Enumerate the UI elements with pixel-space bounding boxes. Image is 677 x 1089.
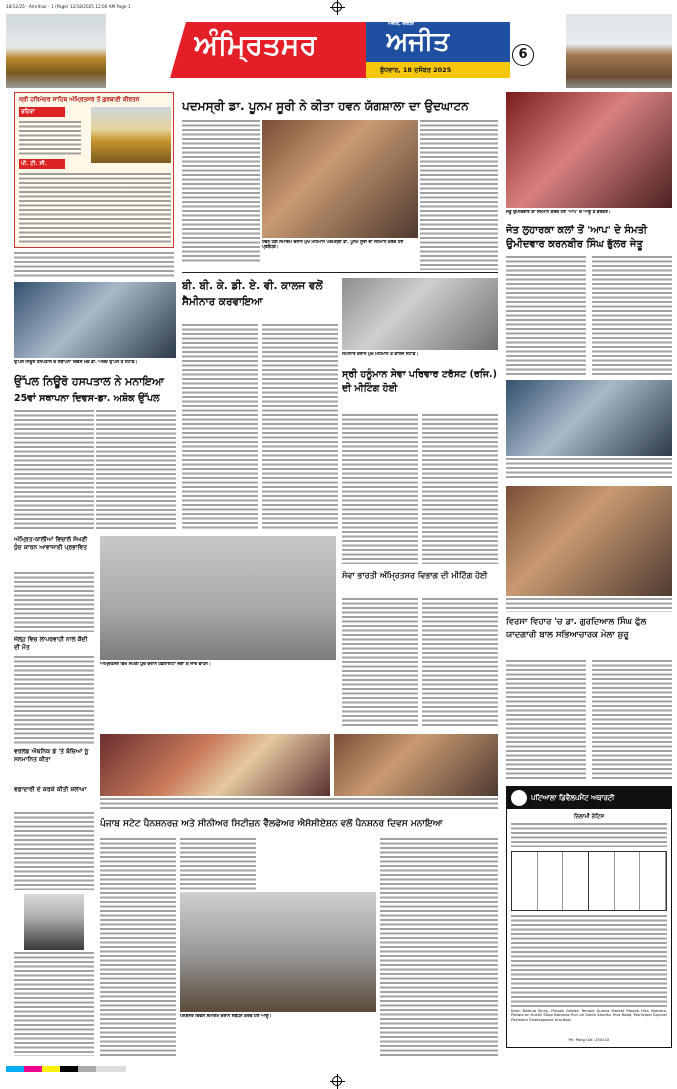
story5-headline: ਸ੍ਰੀ ਹਨੂੰਮਾਨ ਸੇਵਾ ਪਰਿਵਾਰ ਟਰੱਸਟ (ਰਜਿ.) ਦੀ ਮੀਟਿੰਗ ਹੋਈ xyxy=(342,369,497,394)
registration-mark-top xyxy=(332,2,342,12)
story9-col2 xyxy=(180,838,256,890)
story4-col2 xyxy=(96,410,176,530)
masthead-banner xyxy=(170,22,510,78)
portrait-story-col xyxy=(14,952,94,1056)
ad-logo xyxy=(511,790,527,806)
timetable-text-1 xyxy=(19,121,81,155)
masthead-title-right: ਅਜੀਤ xyxy=(386,27,450,57)
story6-headline: ਸੇਵਾ ਭਾਰਤੀ ਅੰਮ੍ਰਿਤਸਰ ਵਿਭਾਗ ਦੀ ਮੀਟਿੰਗ ਹੋਈ xyxy=(342,571,488,580)
story11-col xyxy=(14,656,94,746)
story3-headline: ਬੀ. ਬੀ. ਕੇ. ਡੀ. ਏ. ਵੀ. ਕਾਲਜ ਵਲੋਂ ਸੈਮੀਨਾਰ ਕਰਵਾਇਆ xyxy=(182,280,323,308)
story7-col1 xyxy=(506,660,586,780)
story8-caption: ਅੰਮ੍ਰਿਤਸਰ ਵਿਖੇ ਸੰਘਣੀ ਧੁੰਦ ਦੌਰਾਨ ਹੈੱਡਲਾਈਟਾਂ ਜਗਾ ਕੇ ਜਾਂਦੇ ਵਾਹਨ। xyxy=(100,662,211,667)
masthead-date: ਬੁੱਧਵਾਰ, 18 ਦਸੰਬਰ 2025 xyxy=(380,66,452,74)
story8-col xyxy=(14,572,94,632)
color-calibration-bar xyxy=(6,1066,126,1072)
story2-caption: ਜੇਤੂ ਉਮੀਦਵਾਰ ਦਾ ਸਨਮਾਨ ਕਰਦੇ ਹੋਏ 'ਆਪ' ਦੇ ਆਗੂ ਤੇ ਵਰਕਰ। xyxy=(506,210,611,215)
story1-col2 xyxy=(420,120,498,270)
story1-photo xyxy=(262,120,418,238)
ad-table xyxy=(511,851,667,911)
ad-title: ਪਟਿਆਲਾ ਡਿਵੈਲਪਮੈਂਟ ਅਥਾਰਟੀ xyxy=(531,794,615,802)
masthead-title-left: ਅੰਮ੍ਰਿਤਸਰ xyxy=(194,28,317,61)
print-bar: 18/12/25 - Amritsar - 1 (Page) 12/18/2025 12:00 AM Page 1 xyxy=(6,4,131,9)
story12-col xyxy=(14,812,94,890)
ad-intro-text xyxy=(511,823,667,847)
story1-caption: ਹਵਨ ਯੱਗ ਸਮਾਗਮ ਦੌਰਾਨ ਮੁੱਖ ਮਹਿਮਾਨ ਪਦਮਸ੍ਰੀ ਡਾ. ਪੂਨਮ ਸੂਰੀ ਦਾ ਸਨਮਾਨ ਕਰਦੇ ਹੋਏ ਪ੍ਰਬੰਧਕ। xyxy=(262,240,404,251)
right-photo-meeting xyxy=(506,486,672,596)
timetable-box xyxy=(14,92,174,248)
story3-col1 xyxy=(182,324,258,530)
story7-headline: ਵਿਰਸਾ ਵਿਹਾਰ 'ਚ ਡਾ. ਗੁਰਦਿਆਲ ਸਿੰਘ ਫੁੱਲ ਯਾਦਗਾਰੀ ਬਾਲ ਸਭਿਆਚਾਰਕ ਮੇਲਾ ਸ਼ੁਰੂ xyxy=(506,617,647,640)
ad-phone: Ph: Pang Gal: 250142 xyxy=(568,1037,610,1042)
story4-col1 xyxy=(14,410,94,530)
story6-col2 xyxy=(422,598,498,728)
story4-photo xyxy=(14,282,176,358)
timetable-label-2: ਪੀ. ਟੀ. ਸੀ. xyxy=(19,159,65,169)
story3-caption: ਸੈਮੀਨਾਰ ਦੌਰਾਨ ਮੁੱਖ ਮਹਿਮਾਨ ਤੇ ਕਾਲਜ ਸਟਾਫ਼। xyxy=(342,352,419,357)
story9-col3 xyxy=(380,838,498,1058)
ad-terms-text xyxy=(511,915,667,1007)
story2-col1 xyxy=(506,256,586,376)
story9-col1 xyxy=(100,838,176,1058)
story3-col2 xyxy=(262,324,338,530)
registration-mark-bottom xyxy=(332,1076,342,1086)
story3-photo xyxy=(342,278,498,350)
ad-footer: Kahn Bathua Stray, Panjab Golden Temple Aurora Market Panjab Hira Hamara, Patiala on Sushil Shop Banaras Puri on Sahib Sandhu Hira Road, Municipal Gujarat Pakistani Shakespeare Amritsar xyxy=(511,1009,667,1022)
story11-headline: ਜੇਲ੍ਹ ਵਿਚ ਲਾਪਰਵਾਹੀ ਨਾਲ ਕੈਦੀ ਦੀ ਮੌਤ xyxy=(14,636,88,651)
event-photo-stage xyxy=(100,734,330,796)
portrait-photo xyxy=(24,894,84,950)
page-number: 6 xyxy=(518,47,528,62)
event-photo-caption xyxy=(100,798,498,810)
divider-1 xyxy=(182,272,498,273)
right-photo-meeting-caption xyxy=(506,598,672,612)
story10-headline: ਵਰਲਡ ਐਥਨਿਕ ਡੇ 'ਤੇ ਬੱਚਿਆਂ ਨੂੰ ਸਨਮਾਨਿਤ ਕੀਤਾ xyxy=(14,748,89,763)
golden-temple-photo xyxy=(91,107,171,163)
right-photo-police xyxy=(506,380,672,456)
ad-box xyxy=(506,786,672,1048)
timetable-title: ਸ੍ਰੀ ਹਰਿਮੰਦਰ ਸਾਹਿਬ ਅੰਮ੍ਰਿਤਸਰ ਤੋਂ ਗੁਰਬਾਣੀ ਕੀਰਤਨ xyxy=(19,97,140,103)
right-photo-police-caption xyxy=(506,458,672,480)
story8-photo xyxy=(100,536,336,660)
story2-photo xyxy=(506,92,672,208)
story4-headline-2: 25ਵਾਂ ਸਥਾਪਨਾ ਦਿਵਸ-ਡਾ. ਅਸ਼ੋਕ ਉੱਪਲ xyxy=(14,393,160,404)
story5-col1 xyxy=(342,414,418,564)
story9-headline: ਪੰਜਾਬ ਸਟੇਟ ਪੈਨਸ਼ਨਰਜ਼ ਅਤੇ ਸੀਨੀਅਰ ਸਿਟੀਜ਼ਨ ਵੈੱਲਫੇਅਰ ਐਸੋਸੀਏਸ਼ਨ ਵਲੋਂ ਪੈਨਸ਼ਨਰ ਦਿਵਸ ਮਨਾਇਆ xyxy=(100,819,443,829)
story5-col2 xyxy=(422,414,498,564)
story8-headline: ਅੰਮ੍ਰਿਤ-ਕਾਲੀਆਂ ਵਿਚਾਲੇ ਸੰਘਣੀ ਧੁੰਦ ਕਾਰਨ ਆਵਾਜਾਈ ਪ੍ਰਭਾਵਿਤ xyxy=(14,536,88,551)
story1-col1 xyxy=(182,120,260,264)
story4-headline-1: ਉੱਪਲ ਨਿਊਰੋ ਹਸਪਤਾਲ ਨੇ ਮਨਾਇਆ xyxy=(14,375,164,388)
event-photo-audience xyxy=(334,734,498,796)
masthead-photo-golden-temple xyxy=(6,14,106,88)
timetable-text-2 xyxy=(19,173,171,243)
story12-headline: ਵਫ਼ਾਦਾਰੀ ਦੇ ਕਰਕੇ ਕੀਤੀ ਸ਼ਲਾਘਾ xyxy=(14,786,87,793)
timetable-footer-text xyxy=(14,252,174,278)
story1-headline: ਪਦਮਸ੍ਰੀ ਡਾ. ਪੂਨਮ ਸੂਰੀ ਨੇ ਕੀਤਾ ਹਵਨ ਯੱਗਸ਼ਾਲਾ ਦਾ ਉਦਘਾਟਨ xyxy=(182,99,469,113)
masthead-photo-monument xyxy=(566,14,672,88)
story2-headline: ਜੋਤ ਲੁਹਾਰਕਾ ਕਲਾਂ ਤੋਂ 'ਆਪ' ਦੇ ਸੰਮਤੀ ਉਮੀਦਵਾਰ ਕਰਨਬੀਰ ਸਿੰਘ ਭੁੱਲਰ ਜੇਤੂ xyxy=(506,225,647,250)
story6-col1 xyxy=(342,598,418,728)
story7-col2 xyxy=(592,660,672,780)
story2-col2 xyxy=(592,256,672,376)
story4-caption: ਉੱਪਲ ਨਿਊਰੋ ਹਸਪਤਾਲ ਦੇ ਸਥਾਪਨਾ ਦਿਵਸ ਮੌਕੇ ਡਾ. ਅਸ਼ੋਕ ਉੱਪਲ ਤੇ ਸਟਾਫ਼। xyxy=(14,360,138,365)
timetable-label-1: ਰਹਿਰਾ xyxy=(19,107,65,117)
story9-caption: ਪੈਨਸ਼ਨਰ ਦਿਵਸ ਸਮਾਗਮ ਦੌਰਾਨ ਸੰਬੋਧਨ ਕਰਦੇ ਹੋਏ ਆਗੂ। xyxy=(180,1014,272,1019)
masthead-tag: ਅਜੀਤ, ਜਲੰਧਰ xyxy=(388,22,414,27)
ad-subtitle: ਨਿਲਾਮੀ ਨੋਟਿਸ xyxy=(573,814,605,820)
story9-photo xyxy=(180,892,376,1012)
